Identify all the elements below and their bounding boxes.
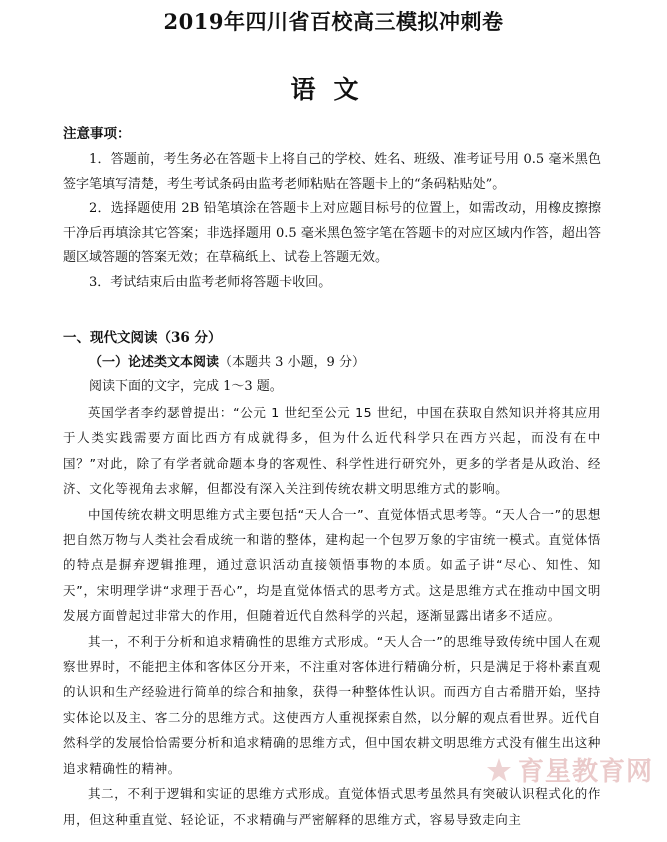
- subsection-title: （一）论述类文本阅读: [89, 355, 220, 370]
- passage-paragraph: 英国学者李约瑟曾提出：“公元 1 世纪至公元 15 世纪，中国在获取自然知识并将其应用于人类实践需要方面比西方有成就得多，但为什么近代科学只在西方兴起，而没有在中国？”对此，除了有学者就命题本身的客观性、科学性进行研究外，更多的学者是从政治、经济、文化等视角去求解，但都没有深入关注到传统农耕文明思维方式的影响。: [63, 405, 601, 497]
- subject-title: 语文: [290, 75, 377, 104]
- notes-heading: 注意事项：: [63, 126, 131, 142]
- subsection-note: （本题共 3 小题，9 分）: [219, 355, 365, 370]
- notes-item: 1．答题前，考生务必在答题卡上将自己的学校、姓名、班级、准考证号用 0.5 毫米黑色签字笔填写清楚，考生考试条码由监考老师粘贴在答题卡上的“条码粘贴处”。: [63, 152, 601, 192]
- subsection-heading: [89, 352, 365, 374]
- watermark: [486, 751, 653, 788]
- passage-paragraph: 中国传统农耕文明思维方式主要包括“天人合一”、直觉体悟式思考等。“天人合一”的思想把自然万物与人类社会看成统一和谐的整体，建构起一个包罗万象的宇宙统一模式。直觉体悟的特点是摒弃逻辑推理，通过意识活动直接领悟事物的本质。如孟子讲“尽心、知性、知天”，宋明理学讲“求理于吾心”，均是直觉体悟式的思考方式。这是思维方式在推动中国文明发展方面曾起过非常大的作用，但随着近代自然科学的兴起，逐渐显露出诸多不适应。: [63, 506, 602, 624]
- passage-paragraph: 其二，不利于逻辑和实证的思维方式形成。直觉体悟式思考虽然具有突破认识程式化的作用，但这种重直觉、轻论证，不求精确与严密解释的思维方式，容易导致走向主: [63, 786, 601, 827]
- notes-list: [63, 148, 601, 295]
- notes-item: 2．选择题使用 2B 铅笔填涂在答题卡上对应题目标号的位置上，如需改动，用橡皮擦擦干净后再填涂其它答案；非选择题用 0.5 毫米黑色签字笔在答题卡的对应区域内作答，超出答题区域答题的答案无效；在草稿纸上、试卷上答题无效。: [63, 201, 601, 265]
- star-logo-icon: [486, 757, 512, 783]
- notes-item: 3．考试结束后由监考老师将答题卡收回。: [89, 274, 332, 290]
- reading-instruction: 阅读下面的文字，完成 1～3 题。: [89, 379, 283, 394]
- watermark-text: 育星教育网: [517, 757, 653, 787]
- passage-paragraph: 其一，不利于分析和追求精确性的思维方式形成。“天人合一”的思维导致传统中国人在观察世界时，不能把主体和客体区分开来，不注重对客体进行精确分析，只是满足于将朴素直观的认识和生产经验进行简单的综合和抽象，获得一种整体性认识。而西方自古希腊开始，坚持实体论以及主、客二分的思维方式。这使西方人重视探索自然，以分解的观点看世界。近代自然科学的发展恰恰需要分析和追求精确的思维方式，但中国农耕文明思维方式没有催生出这种追求精确性的精神。: [63, 633, 601, 776]
- section-heading: 一、现代文阅读（36 分）: [63, 330, 222, 346]
- page-title: 2019年四川省百校高三模拟冲刺卷: [163, 9, 504, 34]
